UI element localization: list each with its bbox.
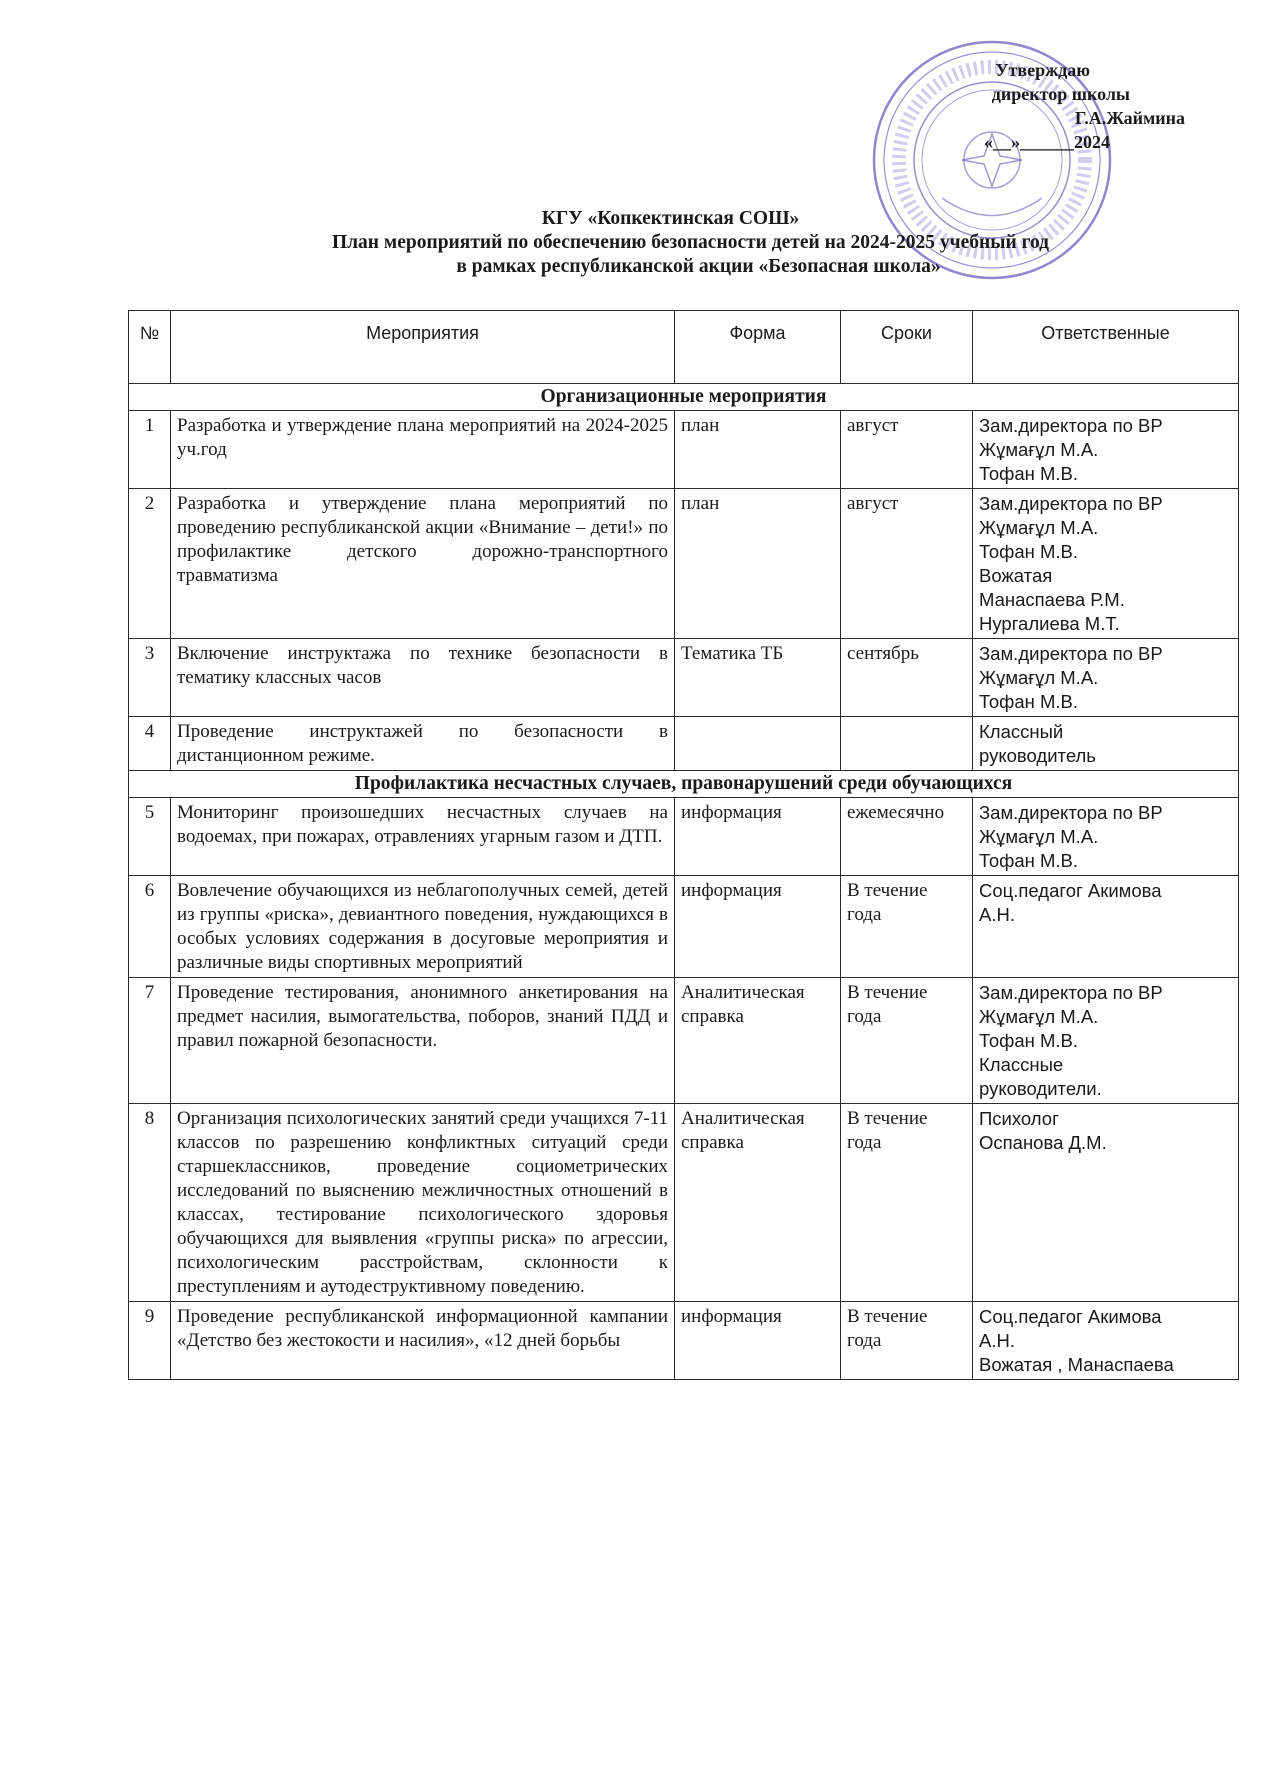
responsible-line: Вожатая xyxy=(979,565,1053,586)
table-row xyxy=(129,717,1239,771)
table-header-row xyxy=(129,311,1239,384)
approval-line: Г.А.Жаймина xyxy=(1074,108,1185,128)
form-cell: информация xyxy=(675,798,841,876)
responsible-line: Психолог xyxy=(979,1108,1059,1129)
column-header-form: Форма xyxy=(675,311,841,384)
responsible-cell xyxy=(973,639,1239,717)
form-cell: Тематика ТБ xyxy=(675,639,841,717)
responsible-line: руководители. xyxy=(979,1078,1102,1099)
form-cell: Аналитическая справка xyxy=(675,1104,841,1302)
activity-cell: Организация психологических занятий среди учащихся 7-11 классов по разрешению конфликтных ситуаций среди старшеклассников, проведение социометрических исследований по выяснению межличностных отношений в классах, тестирование психологического здоровья обучающихся для выявления «группы риска» по агрессии, психологическим расстройствам, склонности к преступлениям и аутодеструктивному поведению. xyxy=(171,1104,675,1302)
responsible-cell xyxy=(973,411,1239,489)
timing-cell: В течение года xyxy=(841,876,973,978)
section-title: Профилактика несчастных случаев, правонарушений среди обучающихся xyxy=(129,771,1239,798)
row-number: 6 xyxy=(129,876,171,978)
responsible-line: Жұмағұл М.А. xyxy=(979,826,1099,847)
responsible-line: Зам.директора по ВР xyxy=(979,493,1163,514)
approval-line: директор школы xyxy=(991,84,1130,104)
approval-line: Утверждаю xyxy=(995,60,1090,80)
timing-cell: В течение года xyxy=(841,978,973,1104)
form-cell: план xyxy=(675,411,841,489)
document-header xyxy=(0,207,1281,279)
responsible-line: Жұмағұл М.А. xyxy=(979,667,1099,688)
table-row xyxy=(129,876,1239,978)
activity-cell: Проведение тестирования, анонимного анкетирования на предмет насилия, вымогательства, поборов, знаний ПДД и правил пожарной безопасности. xyxy=(171,978,675,1104)
form-cell: информация xyxy=(675,1302,841,1380)
activity-cell: Вовлечение обучающихся из неблагополучных семей, детей из группы «риска», девиантного поведения, нуждающихся в особых условиях содержания в досуговые мероприятия и различные виды спортивных мероприятий xyxy=(171,876,675,978)
responsible-line: Оспанова Д.М. xyxy=(979,1132,1107,1153)
responsible-line: Зам.директора по ВР xyxy=(979,415,1163,436)
column-header-activity: Мероприятия xyxy=(171,311,675,384)
section-title: Организационные мероприятия xyxy=(129,384,1239,411)
row-number: 5 xyxy=(129,798,171,876)
table-row xyxy=(129,1302,1239,1380)
responsible-cell xyxy=(973,489,1239,639)
form-cell: план xyxy=(675,489,841,639)
responsible-line: Жұмағұл М.А. xyxy=(979,517,1099,538)
responsible-line: Тофан М.В. xyxy=(979,541,1079,562)
column-header-responsible: Ответственные xyxy=(973,311,1239,384)
timing-cell: ежемесячно xyxy=(841,798,973,876)
responsible-line: Тофан М.В. xyxy=(979,1030,1079,1051)
timing-cell: август xyxy=(841,411,973,489)
responsible-line: Тофан М.В. xyxy=(979,691,1079,712)
responsible-line: Тофан М.В. xyxy=(979,463,1079,484)
responsible-line: Классные xyxy=(979,1054,1064,1075)
row-number: 2 xyxy=(129,489,171,639)
responsible-line: Зам.директора по ВР xyxy=(979,643,1163,664)
activity-cell: Включение инструктажа по технике безопасности в тематику классных часов xyxy=(171,639,675,717)
responsible-line: Жұмағұл М.А. xyxy=(979,1006,1099,1027)
row-number: 3 xyxy=(129,639,171,717)
responsible-line: Тофан М.В. xyxy=(979,850,1079,871)
form-cell xyxy=(675,717,841,771)
activity-cell: Разработка и утверждение плана мероприятий на 2024-2025 уч.год xyxy=(171,411,675,489)
table-body xyxy=(129,384,1239,1380)
activity-cell: Проведение инструктажей по безопасности в дистанционном режиме. xyxy=(171,717,675,771)
activity-cell: Мониторинг произошедших несчастных случаев на водоемах, при пожарах, отравлениях угарным газом и ДТП. xyxy=(171,798,675,876)
plan-table xyxy=(128,310,1239,1380)
responsible-line: Соц.педагог Акимова xyxy=(979,880,1162,901)
responsible-cell xyxy=(973,1302,1239,1380)
approval-block xyxy=(905,58,1205,154)
responsible-line: Вожатая , Манаспаева xyxy=(979,1354,1174,1375)
document-title: План мероприятий по обеспечению безопасности детей на 2024-2025 учебный год xyxy=(331,232,1050,253)
row-number: 9 xyxy=(129,1302,171,1380)
approval-line: «__»______2024 xyxy=(984,132,1110,152)
organization-name: КГУ «Копкектинская СОШ» xyxy=(541,208,800,229)
table-row xyxy=(129,1104,1239,1302)
responsible-cell xyxy=(973,798,1239,876)
responsible-cell xyxy=(973,717,1239,771)
form-cell: Аналитическая справка xyxy=(675,978,841,1104)
responsible-line: Зам.директора по ВР xyxy=(979,982,1163,1003)
responsible-line: руководитель xyxy=(979,745,1096,766)
responsible-line: Нургалиева М.Т. xyxy=(979,613,1120,634)
section-row xyxy=(129,771,1239,798)
responsible-line: Зам.директора по ВР xyxy=(979,802,1163,823)
responsible-line: Соц.педагог Акимова xyxy=(979,1306,1162,1327)
timing-cell: В течение года xyxy=(841,1302,973,1380)
timing-cell: август xyxy=(841,489,973,639)
timing-cell: В течение года xyxy=(841,1104,973,1302)
responsible-cell xyxy=(973,978,1239,1104)
responsible-line: А.Н. xyxy=(979,1330,1015,1351)
table-row xyxy=(129,798,1239,876)
responsible-line: Жұмағұл М.А. xyxy=(979,439,1099,460)
timing-cell: сентябрь xyxy=(841,639,973,717)
table-row xyxy=(129,639,1239,717)
responsible-line: А.Н. xyxy=(979,904,1015,925)
table-row xyxy=(129,978,1239,1104)
table-row xyxy=(129,411,1239,489)
responsible-cell xyxy=(973,1104,1239,1302)
responsible-line: Манаспаева Р.М. xyxy=(979,589,1125,610)
responsible-cell xyxy=(973,876,1239,978)
activity-cell: Проведение республиканской информационной кампании «Детство без жестокости и насилия», «12 дней борьбы xyxy=(171,1302,675,1380)
column-header-num: № xyxy=(129,311,171,384)
row-number: 1 xyxy=(129,411,171,489)
section-row xyxy=(129,384,1239,411)
row-number: 8 xyxy=(129,1104,171,1302)
table-row xyxy=(129,489,1239,639)
document-subtitle: в рамках республиканской акции «Безопасная школа» xyxy=(456,256,941,277)
timing-cell xyxy=(841,717,973,771)
column-header-timing: Сроки xyxy=(841,311,973,384)
form-cell: информация xyxy=(675,876,841,978)
responsible-line: Классный xyxy=(979,721,1064,742)
row-number: 7 xyxy=(129,978,171,1104)
row-number: 4 xyxy=(129,717,171,771)
activity-cell: Разработка и утверждение плана мероприятий по проведению республиканской акции «Внимание – дети!» по профилактике детского дорожно-транспортного травматизма xyxy=(171,489,675,639)
